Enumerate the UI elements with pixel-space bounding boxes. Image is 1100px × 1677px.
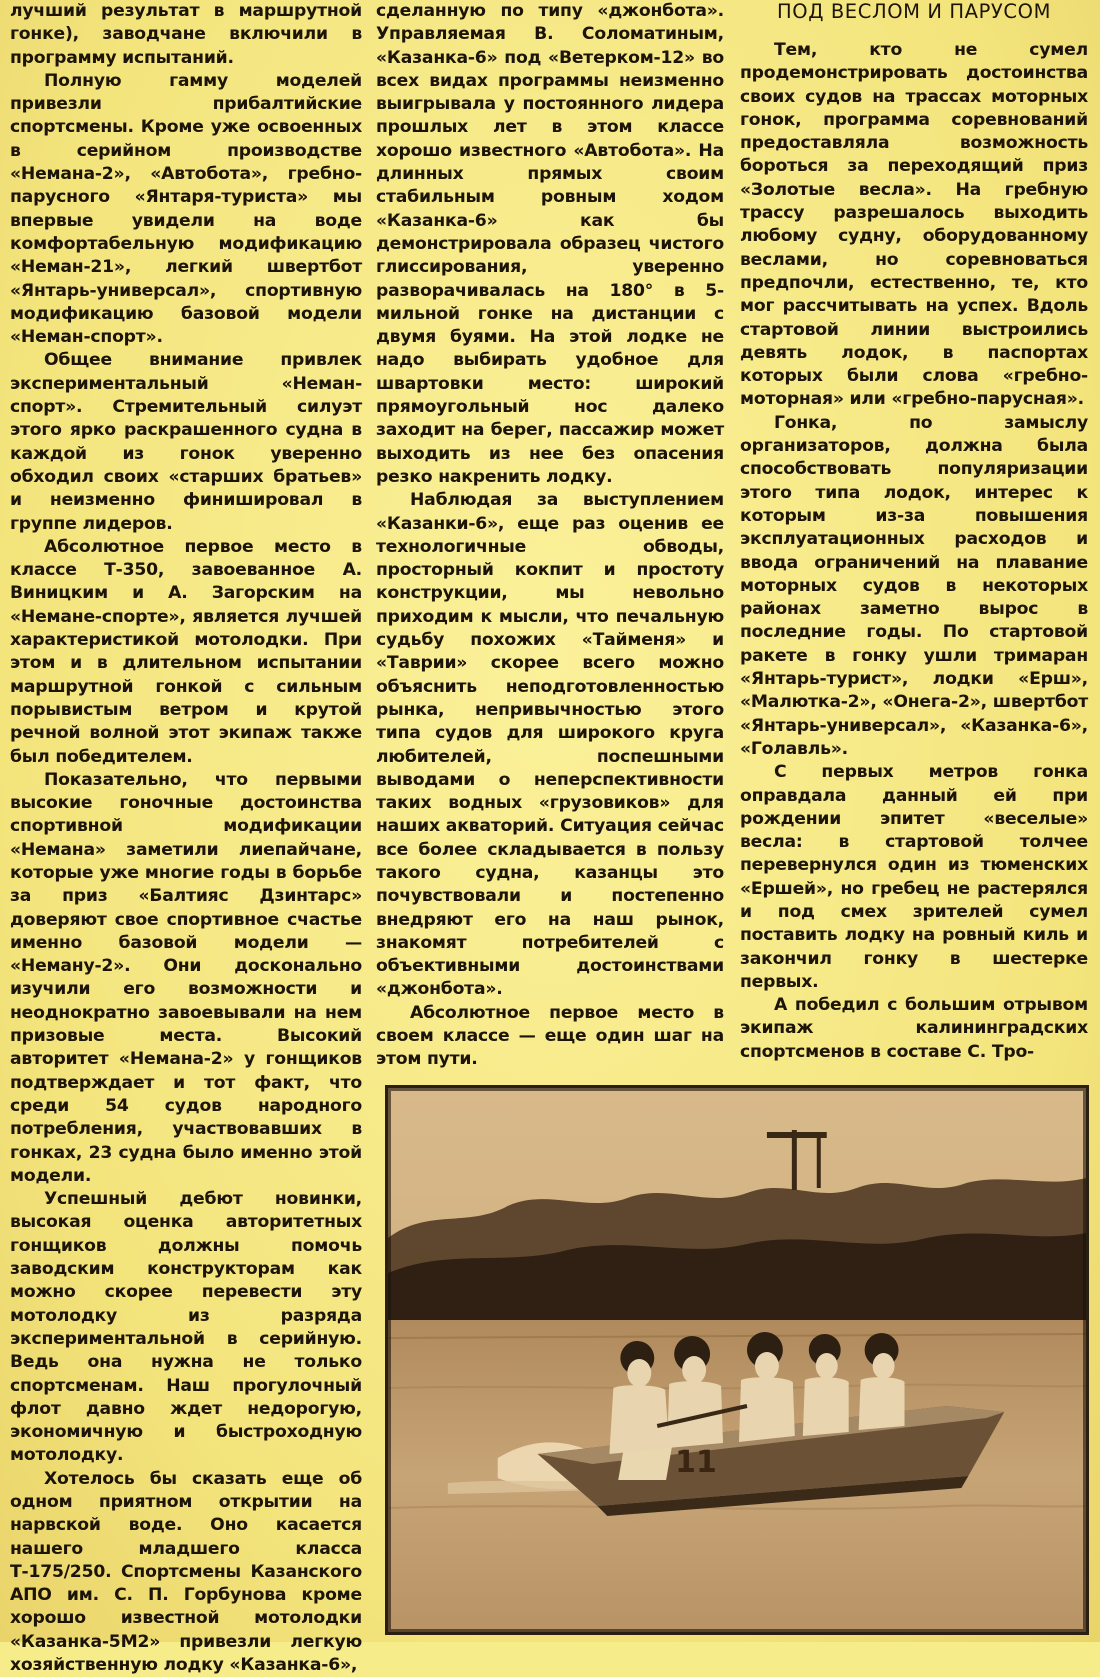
text-column-3 (740, 0, 1088, 1064)
paragraph: сделанную по типу «джонбота». Управляемая В. Соломатиным, «Казанка-6» под «Ветерком-12» во всех видах программы неизменно выигрывала у постоянного лидера прошлых лет в этом классе хорошо известного «Автобота». На длинных прямых своим стабильным ровным ходом «Казанка-6» как бы демонстрировала образец чистого глиссирования, уверенно разворачивалась на 180° в 5-мильной гонке на дистанции с двумя буями. На этой лодке не надо выбирать удобное для швартовки место: широкий прямоугольный нос далеко заходит на берег, пассажир может выходить из нее без опасения резко накренить лодку. (376, 1, 724, 487)
paragraph: Показательно, что первыми высокие гоночные достоинства спортивной модификации «Немана» заметили лиепайчане, которые уже многие годы в борьбе за приз «Балтияс Дзинтарс» доверяют свое спортивное счастье именно базовой модели — «Неману-2». Они досконально изучили его возможности и неоднократно завоевывали на нем призовые места. Высокий авторитет «Немана-2» у гонщиков подтверждает и тот факт, что среди 54 судов народного потребления, участвовавших в гонках, 23 судна было именно этой модели. (10, 769, 362, 1186)
paragraph: С первых метров гонка оправдала данный ей при рождении эпитет «веселые» весла: в стартовой толчее перевернулся один из тюменских «Ершей», но гребец не растерялся и под смех зрителей сумел поставить лодку на ровный киль и закончил гонку в шестерке первых. (740, 762, 1088, 992)
paragraph: Общее внимание привлек экспериментальный «Неман-спорт». Стремительный силуэт этого ярко раскрашенного судна в каждой из гонок уверенно обходил своих «старших братьев» и неизменно финишировал в группе лидеров. (10, 350, 362, 534)
paragraph: А победил с большим отрывом экипаж калининградских спортсменов в составе С. Тро- (740, 995, 1088, 1062)
paragraph: Тем, кто не сумел продемонстрировать достоинства своих судов на трассах моторных гонок, программа соревнований предоставляла возможность бороться за переходящий приз «Золотые весла». На гребную трассу разрешалось выходить любому судну, оборудованному веслами, но соревноваться предпочли, естественно, те, кто мог рассчитывать на успех. Вдоль стартовой линии выстроились девять лодок, в паспортах которых были слова «гребно-моторная» или «гребно-парусная». (740, 40, 1088, 410)
section-heading: ПОД ВЕСЛОМ И ПАРУСОМ (776, 0, 1051, 23)
paragraph: Полную гамму моделей привезли прибалтийские спортсмены. Кроме уже освоенных в серийном производстве «Немана-2», «Автобота», гребно-парусного «Янтаря-туриста» мы впервые увидели на воде комфортабельную модификацию «Неман-21», легкий швертбот «Янтарь-универсал», спортивную модификацию базовой модели «Неман-спорт». (10, 70, 362, 348)
paragraph: Успешный дебют новинки, высокая оценка авторитетных гонщиков должны помочь заводским конструкторам как можно скорее перевести эту мотолодку из разряда экспериментальной в серийную. Ведь она нужна не только спортсменам. Наш прогулочный флот давно ждет недорогую, экономичную и быстроходную мотолодку. (10, 1189, 362, 1466)
paragraph: Абсолютное первое место в своем классе — еще один шаг на этом пути. (376, 1002, 724, 1070)
paragraph: Хотелось бы сказать еще об одном приятном открытии на нарвской воде. Оно касается нашего младшего класса Т-175/250. Спортсмены Казанского АПО им. С. П. Горбунова кроме хорошо известной мотолодки «Казанка-5М2» привезли легкую хозяйственную лодку «Казанка-6», (10, 1468, 362, 1676)
text-column-1 (10, 0, 362, 1677)
boat-photo (385, 1085, 1089, 1635)
text-column-2 (376, 0, 724, 1072)
paragraph: лучший результат в маршрутной гонке), заводчане включили в программу испытаний. (10, 1, 362, 68)
paragraph: Гонка, по замыслу организаторов, должна была способствовать популяризации этого типа лодок, интерес к которым из-за повышения эксплуатационных расходов и ввода ограничений на плавание моторных судов в некоторых районах заметно вырос в последние годы. По стартовой ракете в гонку ушли тримаран «Янтарь-турист», лодки «Ерш», «Малютка-2», «Онега-2», швертбот «Янтарь-универсал», «Казанка-6», «Голавль». (740, 412, 1088, 759)
paragraph: Наблюдая за выступлением «Казанки-6», еще раз оценив ее технологичные обводы, просторный кокпит и простоту конструкции, мы невольно приходим к мысли, что печальную судьбу похожих «Тайменя» и «Таврии» скорее всего можно объяснить неподготовленностью рынка, непривычностью этого типа судов для широкого круга любителей, поспешными выводами о неперспективности таких водных «грузовиков» для наших акваторий. Ситуация сейчас все более складывается в пользу такого судна, казанцы это почувствовали и постепенно внедряют его на наш рынок, знакомят потребителей с объективными достоинствами «джонбота». (376, 490, 724, 1000)
paragraph: Абсолютное первое место в классе Т-350, завоеванное А. Виницким и А. Загорским на «Немане-спорте», является лучшей характеристикой мотолодки. При этом и в длительном испытании маршрутной гонкой с сильным порывистым ветром и крутой речной волной этот экипаж также был победителем. (10, 536, 362, 767)
boat-photo-image (388, 1088, 1086, 1632)
boat-number: 11 (675, 1444, 717, 1481)
